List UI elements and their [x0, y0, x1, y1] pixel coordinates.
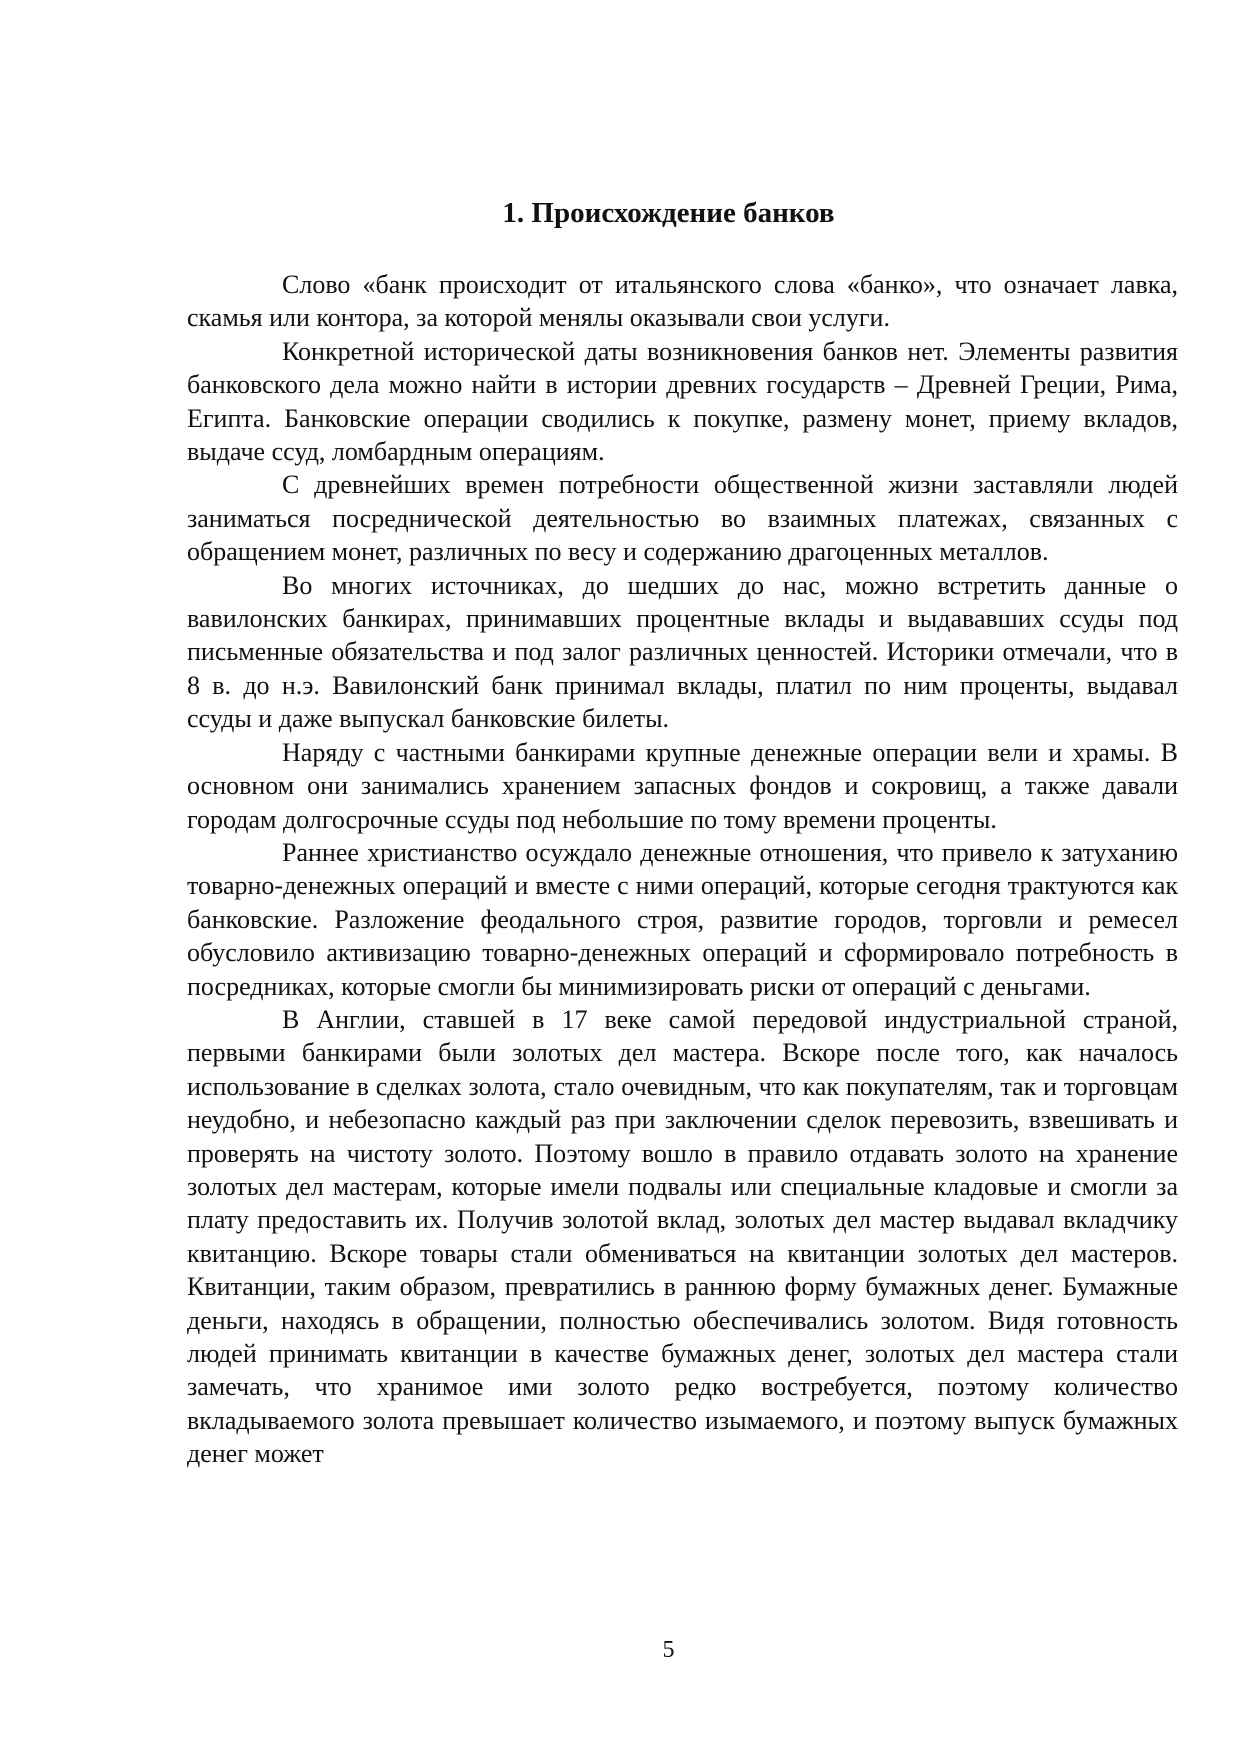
paragraph: Наряду с частными банкирами крупные денежные операции вели и храмы. В основном они занимались хранением запасных фондов и сокровищ, а также давали городам долгосрочные ссуды под небольшие по тому времени проценты.	[187, 737, 1178, 834]
paragraph: С древнейших времен потребности общественной жизни заставляли людей заниматься посреднической деятельностью во взаимных платежах, связанных с обращением монет, различных по весу и содержанию драгоценных металлов.	[187, 470, 1178, 567]
paragraph: Во многих источниках, до шедших до нас, можно встретить данные о вавилонских банкирах, принимавших процентные вклады и выдававших ссуды под письменные обязательства и под залог различных ценностей. Историки отмечали, что в 8 в. до н.э. Вавилонский банк принимал вклады, платил по ним проценты, выдавал ссуды и даже выпускал банковские билеты.	[187, 570, 1178, 734]
paragraph: В Англии, ставшей в 17 веке самой передовой индустриальной страной, первыми банкирами были золотых дел мастера. Вскоре после того, как началось использование в сделках золота, стало очевидным, что как покупателям, так и торговцам неудобно, и небезопасно каждый раз при заключении сделок перевозить, взвешивать и проверять на чистоту золото. Поэтому вошло в правило отдавать золото на хранение золотых дел мастерам, которые имели подвалы или специальные кладовые и смогли за плату предоставить их. Получив золотой вклад, золотых дел мастер выдавал вкладчику квитанцию. Вскоре товары стали обмениваться на квитанции золотых дел мастеров. Квитанции, таким образом, превратились в раннюю форму бумажных денег. Бумажные деньги, находясь в обращении, полностью обеспечивались золотом. Видя готовность людей принимать квитанции в качестве бумажных денег, золотых дел мастера стали замечать, что хранимое ими золото редко востребуется, поэтому количество вкладываемого золота превышает количество изымаемого, и поэтому выпуск бумажных денег может	[187, 1004, 1178, 1469]
paragraph: Слово «банк происходит от итальянского слова «банко», что означает лавка, скамья или контора, за которой менялы оказывали свои услуги.	[187, 270, 1178, 333]
paragraph: Раннее христианство осуждало денежные отношения, что привело к затуханию товарно-денежных операций и вместе с ними операций, которые сегодня трактуются как банковские. Разложение феодального строя, развитие городов, торговли и ремесел обусловило активизацию товарно-денежных операций и сформировало потребность в посредниках, которые смогли бы минимизировать риски от операций с деньгами.	[187, 837, 1178, 1001]
body-text	[187, 268, 1178, 1471]
page-number: 5	[662, 1637, 675, 1663]
section-title: 1. Происхождение банков	[502, 197, 835, 229]
paragraph: Конкретной исторической даты возникновения банков нет. Элементы развития банковского дела можно найти в истории древних государств – Древней Греции, Рима, Египта. Банковские операции сводились к покупке, размену монет, приему вкладов, выдаче ссуд, ломбардным операциям.	[187, 336, 1178, 467]
